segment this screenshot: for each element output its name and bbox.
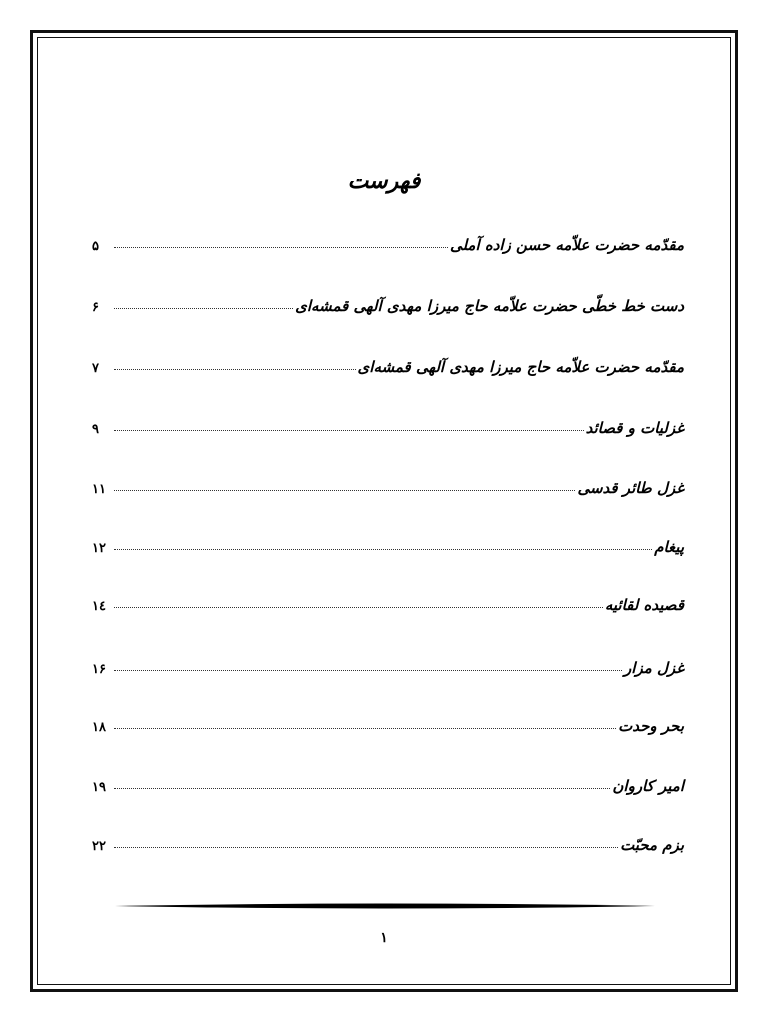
toc-entry-title: غزل طائر قدسی <box>577 479 684 497</box>
toc-entry-page: ۲۲ <box>92 839 106 854</box>
toc-entry[interactable] <box>92 641 684 677</box>
dot-leader <box>114 246 448 248</box>
toc-entry[interactable] <box>92 461 684 497</box>
toc-entry-title: قصیده لقائیه <box>604 596 684 614</box>
toc-entry-title: مقدّمه حضرت علاّمه حاج میرزا مهدی آلهی قمشه‌ای <box>357 358 684 376</box>
toc-entry-title: غزل مزار <box>624 659 684 677</box>
toc-entry[interactable] <box>92 279 684 315</box>
dot-leader <box>114 548 652 550</box>
page-title: فهرست <box>347 168 421 194</box>
toc-entry-page: ۷ <box>92 361 99 376</box>
toc-entry-page: ۱۱ <box>92 482 106 497</box>
toc-entry[interactable] <box>92 401 684 437</box>
toc-entry-page: ۱۸ <box>92 720 106 735</box>
dot-leader <box>114 727 616 729</box>
toc-entry-title: دست خط خطّی حضرت علاّمه حاج میرزا مهدی آلهی قمشه‌ای <box>295 297 684 315</box>
footer-ornament-rule <box>115 902 655 910</box>
page-number: ۱ <box>380 930 388 946</box>
toc-entry-page: ۶ <box>92 300 99 315</box>
dot-leader <box>114 489 575 491</box>
toc-entry-page: ۹ <box>92 422 99 437</box>
toc-entry-title: پیغام <box>654 538 684 556</box>
dot-leader <box>114 307 293 309</box>
toc-entry-page: ۱٤ <box>92 599 106 614</box>
dot-leader <box>114 606 603 608</box>
toc-entry[interactable] <box>92 759 684 795</box>
dot-leader <box>114 787 610 789</box>
dot-leader <box>114 429 584 431</box>
toc-entry-page: ۵ <box>92 239 99 254</box>
dot-leader <box>114 368 356 370</box>
toc-entry[interactable] <box>92 340 684 376</box>
toc-entry-title: مقدّمه حضرت علاّمه حسن زاده آملی <box>449 236 684 254</box>
dot-leader <box>114 669 622 671</box>
toc-entry[interactable] <box>92 818 684 854</box>
dot-leader <box>114 846 618 848</box>
toc-entry-title: غزلیات و قصائد <box>585 419 684 437</box>
toc-entry-title: بحر وحدت <box>618 717 684 735</box>
toc-entry-title: امیر کاروان <box>612 777 684 795</box>
toc-entry-page: ۱۹ <box>92 780 106 795</box>
toc-entry[interactable] <box>92 578 684 614</box>
toc-entry-page: ۱۶ <box>92 662 106 677</box>
toc-entry-page: ۱۲ <box>92 541 106 556</box>
toc-entry-title: بزم محبّت <box>620 836 684 854</box>
toc-entry[interactable] <box>92 520 684 556</box>
toc-entry[interactable] <box>92 699 684 735</box>
toc-entry[interactable] <box>92 218 684 254</box>
